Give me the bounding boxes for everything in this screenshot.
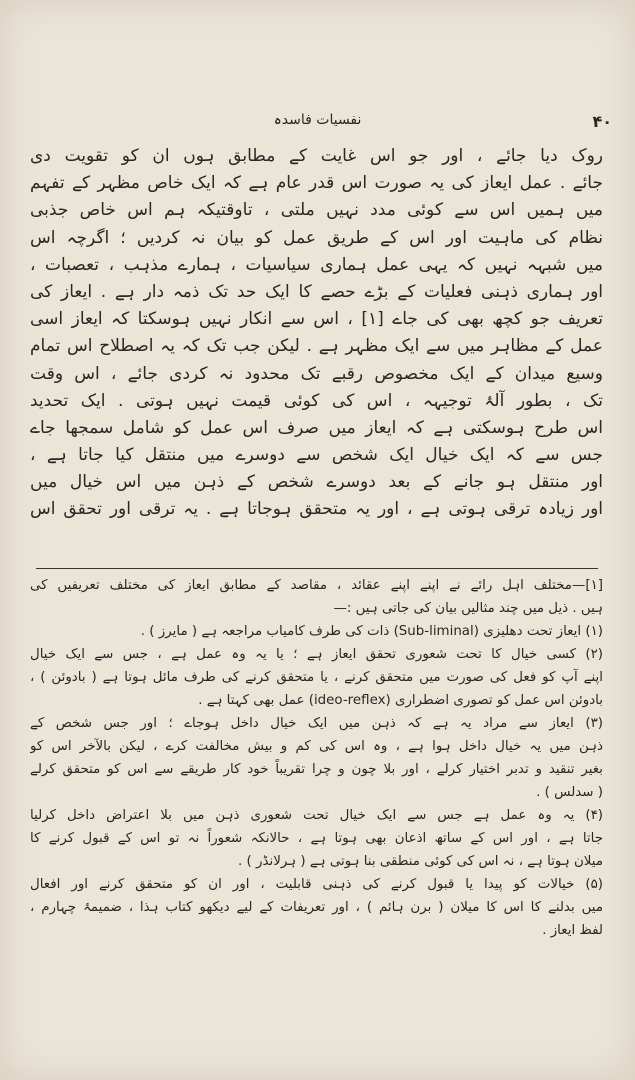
body-line: اس طرح ہوسکتی ہے کہ ایعاز میں صرف اس عمل کو شامل سمجھا جاے [30, 417, 603, 438]
body-line: جس سے کہ ایک خیال ایک شخص سے دوسرے میں منتقل کیا جاتا ہے ، [30, 445, 603, 466]
footnote-line: بادوئن اس عمل کو تصوری اضطراری (ideo-reflex) عمل بھی کہتا ہے . [198, 693, 603, 708]
body-line: اور منتقل ہو جانے کے بعد دوسرے شخص کے ذہن میں اس خیال میں [30, 472, 603, 493]
body-line: میں ہمیں اس سے کوئی مدد نہیں ملتی ، تاوقتیکہ ہم اس خاص جذبی [30, 200, 603, 221]
body-line: اور زیادہ ترقی ہوتی ہے ، اور یہ متحقق ہوجاتا ہے . یہ ترقی اور تحقق اس [30, 499, 603, 520]
footnote-line: (۱) ایعاز تحت دھلیزی (Sub-liminal) ذات کی طرف کامیاب مراجعہ ہے ( مایرز ) . [140, 624, 603, 639]
footnote-line: ہیں . ذیل میں چند مثالیں بیان کی جاتی ہیں :— [333, 601, 603, 616]
body-line: روک دیا جائے ، اور جو اس غایت کے مطابق ہوں ان کو تقویت دی [30, 146, 603, 166]
body-line: عمل کے مظاہر میں سے ایک مظہر ہے . لیکن جب تک کہ یہ اصطلاح اس تمام [30, 336, 603, 357]
footnote-line: (۵) خیالات کو پیدا یا قبول کرنے کی ذہنی قابلیت ، اور ان کو متحقق کرنے اور افعال [30, 877, 603, 892]
footnote-line: لفظ ایعاز . [542, 923, 603, 938]
footnote-line: [۱]—مختلف اہل رائے نے اپنے اپنے عقائد ، مقاصد کے مطابق ایعاز کی مختلف تعریفیں کی [30, 578, 603, 593]
footnote-line: میں بدلنے کا اس کا میلان ( برن ہائم ) ، اور تعریفات کے لیے دیکھو کتاب ہذا ، ضمیمۂ چہارم ، [30, 900, 603, 915]
footnote-line: (۲) کسی خیال کا تحت شعوری تحقق ایعاز ہے ؛ یا یہ وہ عمل ہے ، جس سے ایک خیال [30, 647, 603, 662]
body-line: جائے . عمل ایعاز کی یہ صورت اس قدر عام ہے کہ ایک خاص مظہر کے تفہم [30, 173, 603, 194]
footnote-line: اپنے آپ کو فعل کی صورت میں متحقق کرنے ، یا متحقق کرنے کی طرف مائل ہوتا ہے ( بادوئن ) ، [30, 670, 603, 685]
footnote-line: (۳) ایعاز سے مراد یہ ہے کہ ذہن میں ایک خیال داخل ہوجاے ؛ اور جس شخص کے [30, 716, 603, 731]
running-title: نفسیات فاسدہ [273, 112, 362, 128]
footnote-line: ( سدلس ) . [536, 785, 603, 800]
footnote-line: ذہن میں یہ خیال داخل ہوا ہے ، وہ اس کی کم و بیش مخالفت کرے ، لیکن بالآخر اس کو [30, 739, 603, 754]
page-header [0, 112, 635, 134]
body-line: وسیع میدان کے ایک مخصوص رقبے تک محدود نہ کردی جائے ، اس وقت [30, 363, 603, 384]
main-text [30, 143, 603, 524]
body-line: میں شبہہ نہیں کہ یہی عمل ہماری سیاسیات ، ہمارے مذہب ، تعصبات ، [30, 254, 603, 275]
footnote-line: جاتا ہے ، اور اس کے ساتھ اذعان بھی ہوتا ہے ، حالانکہ شعوراً نہ تو اس کے قبول کرنے کا [30, 831, 603, 846]
body-line: اور ہماری ذہنی فعلیات کے بڑے حصے کا ایک حد تک ذمہ دار ہے . ایعاز کی [30, 281, 603, 302]
footnote-line: میلان ہوتا ہے ، نہ اس کی کوئی منطقی بنا ہوتی ہے ( ہرلانڈر ) . [238, 854, 603, 869]
footnote-divider [36, 568, 598, 569]
body-line: نظام کی ماہیت اور اس کے طریق عمل کو بیان نہ کردیں ؛ اگرچہ اس [30, 227, 603, 248]
footnote-line: بغیر تنقید و تدبر اختیار کرلے ، اور بلا چون و چرا تقریباً خود کار طریقے سے اس کو متحقق کرلے [30, 762, 603, 777]
body-line: تعریف جو کچھ بھی کی جاے [۱] ، اس سے انکار نہیں ہوسکتا کہ ایعاز اسی [30, 309, 603, 330]
body-line: تک ، بطور آلۂ توجیہہ ، اس کی کوئی قیمت نہیں ہوتی . ایک تحدید [30, 390, 603, 411]
footnote-line: (۴) یہ وہ عمل ہے جس سے ایک خیال تحت شعوری ذہن میں بلا اعتراض داخل کرلیا [30, 808, 603, 823]
page-number: ۴۰ [592, 112, 612, 131]
footnotes [30, 574, 603, 942]
